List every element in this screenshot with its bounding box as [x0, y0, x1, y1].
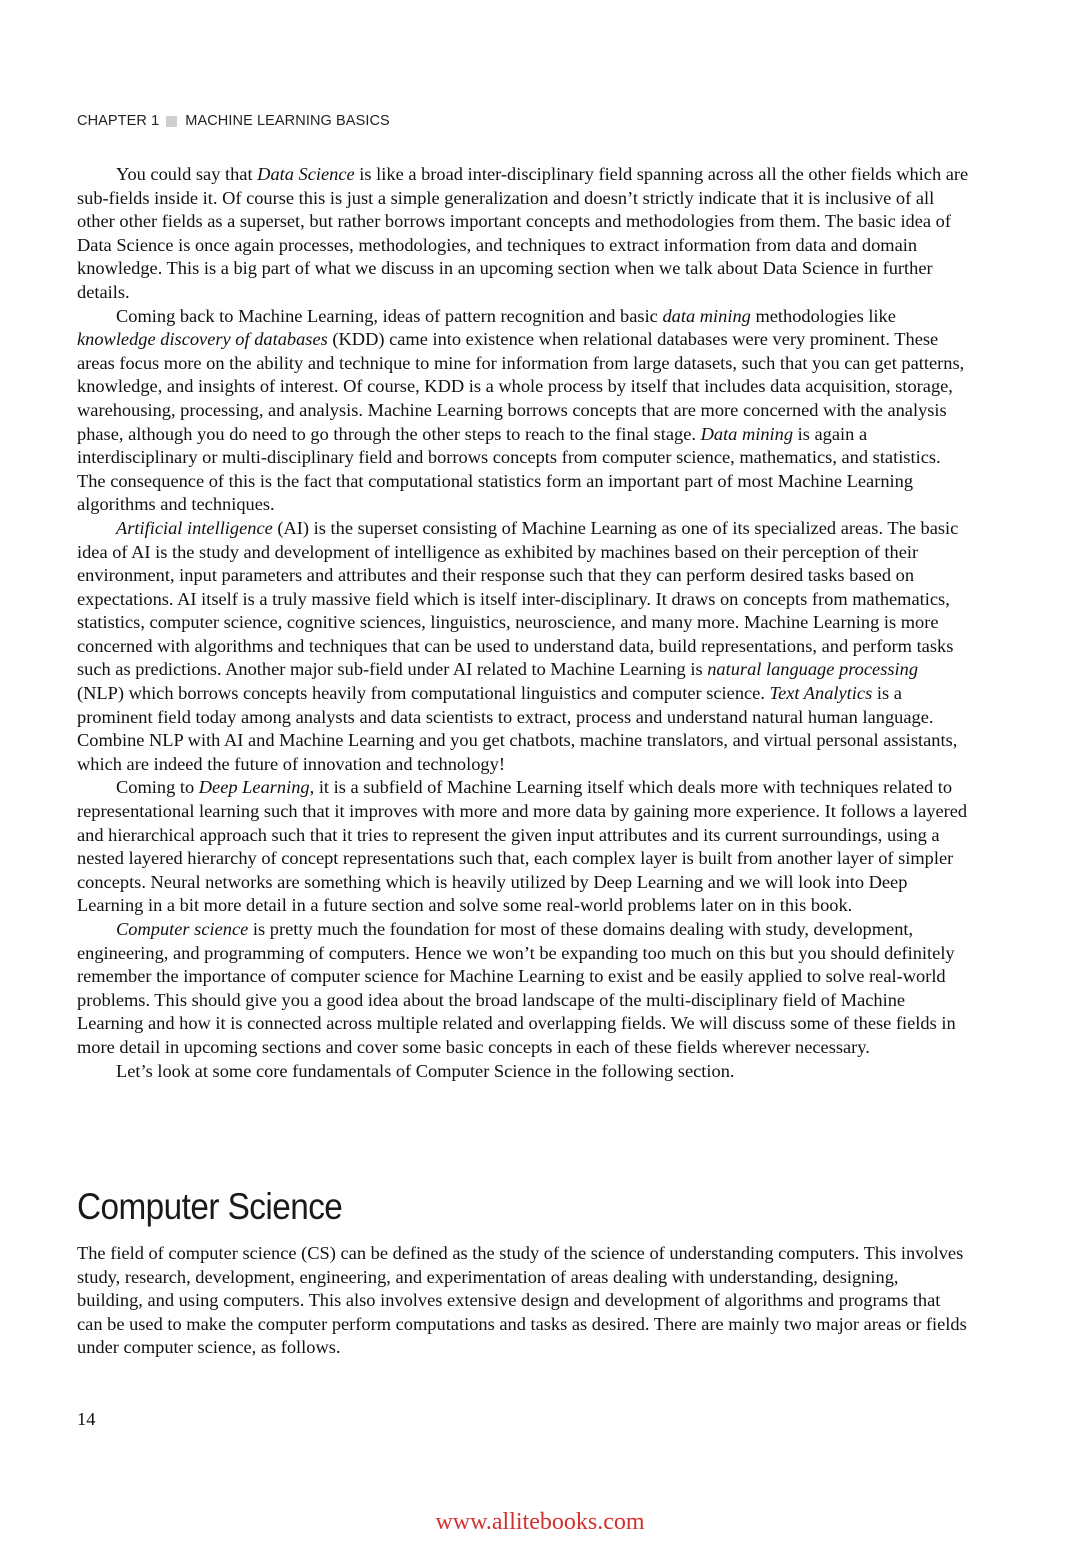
running-head — [77, 113, 390, 129]
text-run: You could say that — [116, 164, 258, 184]
section-heading: Computer Science — [77, 1186, 343, 1227]
text-run: is a prominent field today among analysts and data scientists to extract, process and understand natural human language. Combine NLP with AI and Machine Learning and you get chatbots, machine translators, and virtual personal assistants, which are indeed the future of innovation and technology! — [77, 683, 958, 774]
italic-term: natural language processing — [707, 659, 919, 680]
text-run: Coming back to Machine Learning, ideas of pattern recognition and basic — [116, 305, 663, 326]
italic-term: data mining — [662, 305, 751, 326]
section-body-paragraph: The field of computer science (CS) can be defined as the study of the science of understanding computers. This involves study, research, development, engineering, and experimentation of areas dealing with understanding, designing, building, and using computers. This also involves extensive design and development of algorithms and programs that can be used to make the computer perform computations and tasks as desired. There are mainly two major areas or fields under computer science, as follows. — [77, 1243, 967, 1358]
text-run: , it is a subfield of Machine Learning itself which deals more with techniques related to representational learning such that it improves with more and more data by gaining more experience. It follows a layered and hierarchical approach such that it tries to represent the given input attributes and its current surroundings, using a nested layered hierarchy of concept representations such that, each complex layer is built from another layer of simpler concepts. Neural networks are something which is heavily utilized by Deep Learning and we will look into Deep Learning in a bit more detail in a future section and solve some real-world problems later on in this book. — [77, 777, 968, 916]
text-run: is again a interdisciplinary or multi-disciplinary field and borrows concepts from computer science, mathematics, and statistics. The consequence of this is the fact that computational statistics form an important part of most Machine Learning algorithms and techniques. — [77, 423, 941, 515]
body-text — [77, 163, 969, 1083]
page-number: 14 — [77, 1409, 96, 1429]
body-paragraph — [77, 1060, 969, 1084]
italic-term: Artificial intelligence — [116, 517, 273, 538]
body-paragraph — [77, 163, 969, 305]
watermark-link[interactable]: www.allitebooks.com — [435, 1509, 645, 1535]
text-run: (NLP) which borrows concepts heavily from computational linguistics and computer science. — [77, 683, 770, 704]
italic-term: Data mining — [700, 423, 794, 444]
running-head-chapter: CHAPTER 1 — [77, 113, 160, 129]
body-paragraph — [77, 517, 969, 777]
text-run: (KDD) came into existence when relational databases were very prominent. These areas focus more on the ability and technique to mine for information from large datasets, such that you can get patterns, knowledge, and insights of interest. Of course, KDD is a whole process by itself that includes data acquisition, storage, warehousing, processing, and analysis. Machine Learning borrows concepts that are more concerned with the analysis phase, although you do need to go through the other steps to reach to the final stage. — [77, 329, 965, 444]
body-paragraph — [77, 776, 969, 918]
italic-term: Deep Learning — [198, 777, 310, 798]
body-paragraph — [77, 305, 969, 517]
running-head-title: MACHINE LEARNING BASICS — [185, 113, 390, 129]
text-run: (AI) is the superset consisting of Machine Learning as one of its specialized areas. The basic idea of AI is the study and development of intelligence as exhibited by machines based on their perception of their environment, input parameters and attributes and their response such that they can perform desired tasks based on expectations. AI itself is a truly massive field which is itself inter-disciplinary. It draws on concepts from mathematics, statistics, computer science, cognitive sciences, linguistics, neuroscience, and many more. Machine Learning is more concerned with algorithms and techniques that can be used to understand data, build representations, and perform tasks such as predictions. Another major sub-field under AI related to Machine Learning is — [77, 517, 959, 680]
italic-term: Text Analytics — [769, 683, 873, 704]
text-run: is pretty much the foundation for most of these domains dealing with study, development, engineering, and programming of computers. Hence we won’t be expanding too much on this but you should definitely remember the importance of computer science for Machine Learning to exist and be easily applied to solve real-world problems. This should give you a good idea about the broad landscape of the multi-disciplinary field of Machine Learning and how it is connected across multiple related and overlapping fields. We will discuss some of these fields in more detail in upcoming sections and cover some basic concepts in each of these fields wherever necessary. — [77, 919, 956, 1057]
running-head-separator-square — [166, 116, 177, 127]
text-run: is like a broad inter-disciplinary field spanning across all the other fields which are sub-fields inside it. Of course this is just a simple generalization and doesn’t strictly indicate that it is inclusive of all other other fields as a superset, but rather borrows important concepts and methodologies from them. The basic idea of Data Science is once again processes, methodologies, and techniques to extract information from data and domain knowledge. This is a big part of what we discuss in an upcoming section when we talk about Data Science in further details. — [77, 164, 969, 302]
italic-term: knowledge discovery of databases — [77, 329, 328, 350]
italic-term: Computer science — [116, 919, 249, 939]
body-paragraph — [77, 918, 969, 1060]
text-run: Let’s look at some core fundamentals of Computer Science in the following section. — [116, 1060, 735, 1081]
italic-term: Data Science — [257, 164, 355, 184]
text-run: methodologies like — [750, 305, 896, 326]
text-run: Coming to — [116, 777, 199, 798]
